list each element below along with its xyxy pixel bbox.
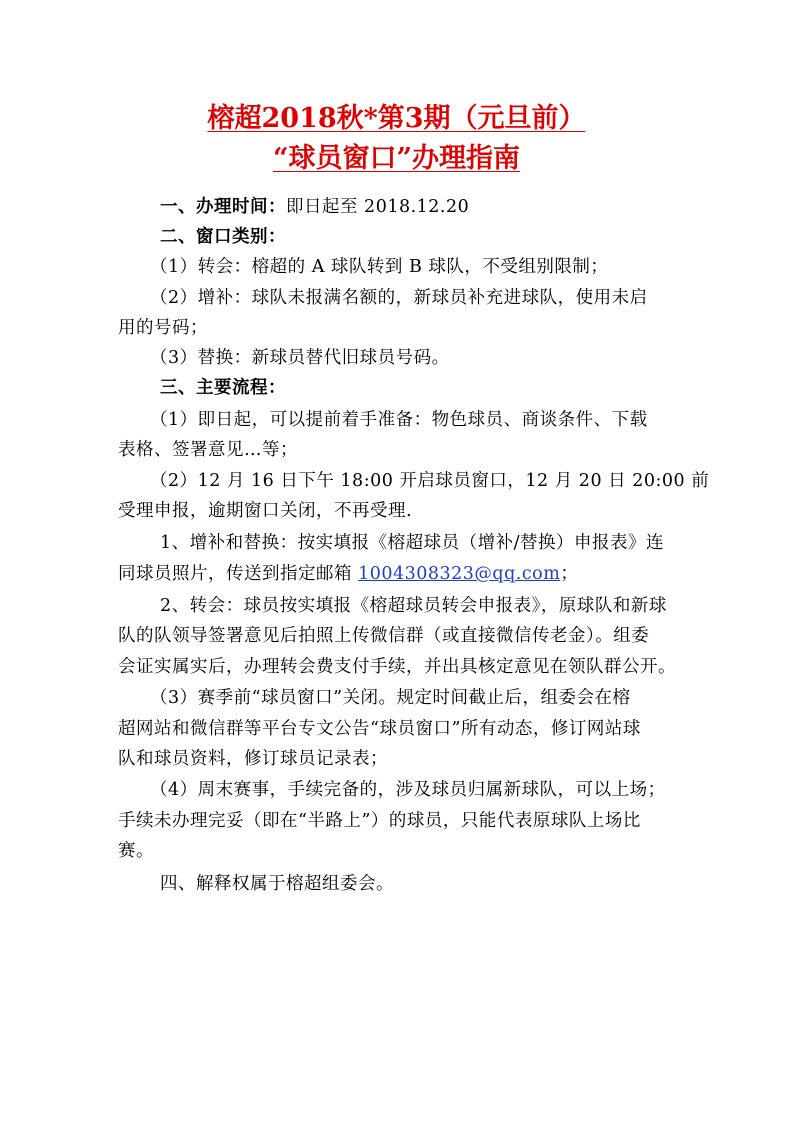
section-3-sub-1-line-1: 1、增补和替换：按实填报《榕超球员（增补/替换）申报表》连 — [160, 533, 665, 553]
section-3-item-3-line-1: （3）赛季前“球员窗口”关闭。规定时间截止后，组委会在榕 — [150, 688, 631, 708]
section-3-sub-2-line-2: 队的队领导签署意见后拍照上传微信群（或直接微信传老金）。组委 — [118, 626, 650, 646]
page-title-line-1: 榕超2018秋*第3期（元旦前） — [207, 103, 586, 134]
page-title-line-2: “球员窗口”办理指南 — [272, 143, 521, 174]
section-3-item-3-line-3: 队和球员资料，修订球员记录表； — [118, 749, 388, 769]
section-2-item-3: （3）替换：新球员替代旧球员号码。 — [150, 348, 450, 368]
section-3-item-4-line-2: 手续未办理完妥（即在“半路上”）的球员，只能代表原球队上场比 — [118, 811, 641, 831]
section-4: 四、解释权属于榕超组委会。 — [160, 874, 394, 894]
section-2-item-2-line-1: （2）增补：球队未报满名额的，新球员补充进球队，使用未启 — [150, 288, 648, 308]
section-2-item-2-line-2: 用的号码； — [118, 318, 208, 338]
section-1 — [160, 195, 469, 219]
section-3-item-1-line-1: （1）即日起，可以提前着手准备：物色球员、商谈条件、下载 — [150, 410, 648, 430]
section-3-item-4-line-1: （4）周末赛事，手续完备的，涉及球员归属新球队，可以上场； — [150, 780, 666, 800]
section-3-heading: 三、主要流程： — [160, 378, 286, 398]
section-3-item-2-line-2: 受理申报，逾期窗口关闭，不再受理. — [118, 501, 413, 521]
section-3-sub-1-line-2 — [118, 562, 578, 586]
section-1-text: 即日起至 2018.12.20 — [286, 197, 470, 217]
section-3-item-2-line-1: （2）12 月 16 日下午 18:00 开启球员窗口，12 月 20 日 20:00 前 — [150, 471, 710, 491]
section-3-sub-2-line-1: 2、转会：球员按实填报《榕超球员转会申报表》，原球队和新球 — [160, 596, 667, 616]
section-2-heading: 二、窗口类别： — [160, 227, 286, 247]
sub-1-end: ； — [560, 564, 579, 584]
section-1-heading: 一、办理时间： — [160, 197, 286, 217]
section-2-item-1: （1）转会：榕超的 A 球队转到 B 球队，不受组别限制； — [150, 257, 609, 277]
section-3-sub-2-line-3: 会证实属实后，办理转会费支付手续，并出具核定意见在领队群公开。 — [118, 657, 676, 677]
section-3-item-4-line-3: 赛。 — [118, 841, 154, 861]
section-3-item-3-line-2: 超网站和微信群等平台专文公告“球员窗口”所有动态，修订网站球 — [118, 719, 641, 739]
section-3-item-1-line-2: 表格、签署意见…等； — [118, 440, 298, 460]
email-link[interactable]: 1004308323@qq.com — [358, 564, 561, 584]
sub-1-text: 同球员照片，传送到指定邮箱 — [118, 564, 359, 584]
